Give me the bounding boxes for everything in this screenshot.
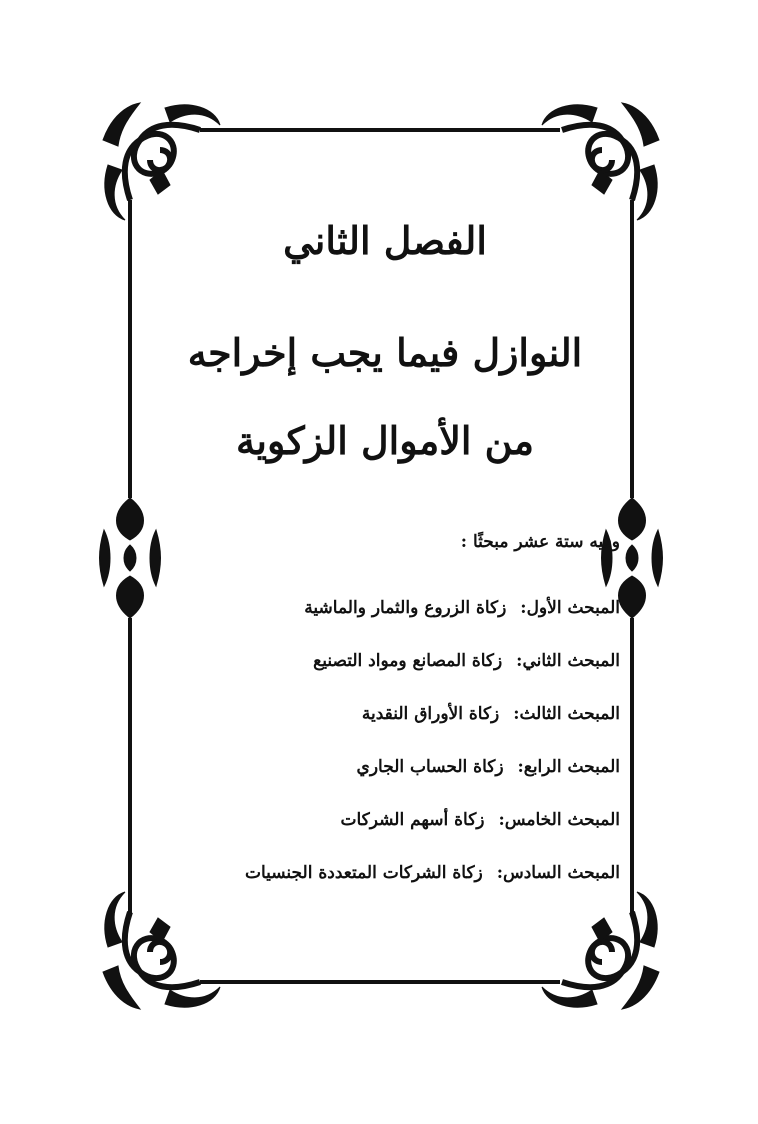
sections-intro: وفيه ستة عشر مبحثًا : xyxy=(460,532,620,552)
chapter-subtitle-line-1: النوازل فيما يجب إخراجه xyxy=(187,330,583,375)
list-item: المبحث الثاني: زكاة المصانع ومواد التصنيع xyxy=(313,651,620,671)
list-item: المبحث الخامس: زكاة أسهم الشركات xyxy=(340,810,620,830)
section-title: زكاة الزروع والثمار والماشية xyxy=(304,598,507,618)
sections-list xyxy=(150,598,620,916)
chapter-title: الفصل الثاني xyxy=(283,218,487,263)
section-label: المبحث السادس xyxy=(502,863,620,883)
section-label: المبحث الرابع xyxy=(523,757,620,777)
list-item: المبحث الأول: زكاة الزروع والثمار والماشية xyxy=(304,598,620,618)
list-item: المبحث الرابع: زكاة الحساب الجاري xyxy=(356,757,620,777)
page-content xyxy=(150,150,620,970)
list-item: المبحث الثالث: زكاة الأوراق النقدية xyxy=(361,704,620,724)
list-item: المبحث السادس: زكاة الشركات المتعددة الجنسيات xyxy=(244,863,620,883)
section-title: زكاة أسهم الشركات xyxy=(340,810,485,830)
section-title: زكاة الحساب الجاري xyxy=(356,757,504,777)
section-label: المبحث الثالث xyxy=(519,704,620,724)
section-label: المبحث الأول xyxy=(526,598,620,618)
chapter-subtitle-line-2: من الأموال الزكوية xyxy=(236,418,534,463)
section-title: زكاة الشركات المتعددة الجنسيات xyxy=(244,863,483,883)
section-label: المبحث الخامس xyxy=(504,810,620,830)
section-label: المبحث الثاني xyxy=(522,651,620,671)
section-title: زكاة المصانع ومواد التصنيع xyxy=(313,651,503,671)
section-title: زكاة الأوراق النقدية xyxy=(361,704,500,724)
